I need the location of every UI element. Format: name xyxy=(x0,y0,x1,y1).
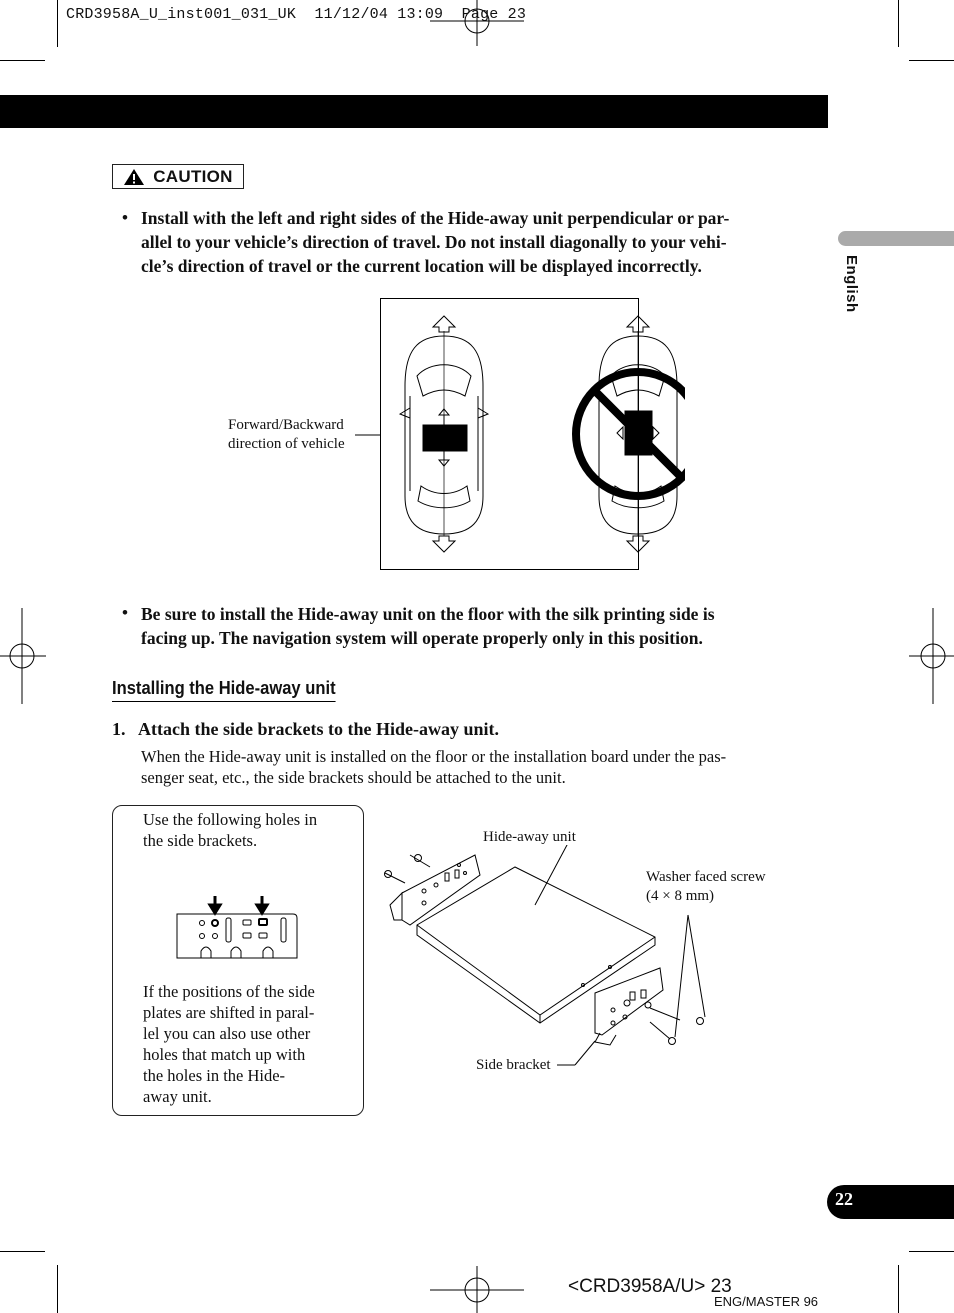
bracket-holes-diagram xyxy=(173,896,303,961)
screw-label-line: Washer faced screw xyxy=(646,869,766,885)
text-line: If the positions of the side xyxy=(143,982,315,1001)
text-line: allel to your vehicle’s direction of travel. Do not install diagonally to your vehi- xyxy=(141,232,727,252)
caution-bullet-1 xyxy=(141,206,821,278)
direction-label xyxy=(228,416,345,454)
text-line: Use the following holes in xyxy=(143,810,318,829)
note-top-text xyxy=(143,809,317,851)
bullet-dot: • xyxy=(122,603,128,622)
text-line: the side brackets. xyxy=(143,831,258,850)
caution-bullet-2 xyxy=(141,602,821,650)
language-label: English xyxy=(843,255,860,313)
hideaway-unit-label: Hide-away unit xyxy=(483,829,576,845)
direction-label-line: direction of vehicle xyxy=(228,436,345,452)
warning-icon xyxy=(123,168,145,186)
caution-label: CAUTION xyxy=(153,166,233,186)
text-line: facing up. The navigation system will operate properly only in this position. xyxy=(141,628,703,648)
text-line: senger seat, etc., the side brackets should be attached to the unit. xyxy=(141,768,566,787)
step-1-title: 1. Attach the side brackets to the Hide-away unit. xyxy=(112,719,499,739)
language-label-container xyxy=(838,255,878,335)
text-line: When the Hide-away unit is installed on the floor or the installation board under the pas- xyxy=(141,747,727,766)
section-heading: Installing the Hide-away unit xyxy=(112,678,336,702)
text-line: the holes in the Hide- xyxy=(143,1066,286,1085)
side-bracket-label: Side bracket xyxy=(476,1057,551,1073)
text-line: Be sure to install the Hide-away unit on the floor with the silk printing side is xyxy=(141,604,715,624)
footer-master: ENG/MASTER 96 xyxy=(714,1294,819,1309)
text-line: plates are shifted in paral- xyxy=(143,1003,315,1022)
caution-box xyxy=(112,164,244,189)
page-number: 22 xyxy=(835,1189,853,1209)
language-tab xyxy=(838,231,954,246)
text-line: lel you can also use other xyxy=(143,1024,311,1043)
hideaway-unit-assembly-figure xyxy=(380,845,720,1070)
text-line: holes that match up with xyxy=(143,1045,306,1064)
direction-label-line: Forward/Backward xyxy=(228,417,344,433)
print-header: CRD3958A_U_inst001_031_UK 11/12/04 13:09 Page 23 xyxy=(66,6,527,23)
text-line: Install with the left and right sides of the Hide-away unit perpendicular or par- xyxy=(141,208,730,228)
text-line: away unit. xyxy=(143,1087,212,1106)
screw-label-line: (4 × 8 mm) xyxy=(646,888,715,904)
bullet-dot: • xyxy=(122,208,128,227)
note-box xyxy=(112,805,364,1116)
note-bottom-text xyxy=(143,981,315,1107)
vehicle-orientation-figure xyxy=(355,296,685,576)
top-bar xyxy=(0,95,828,128)
footer-code: <CRD3958A/U> 23 xyxy=(568,1276,732,1297)
text-line: cle’s direction of travel or the current location will be displayed incorrectly. xyxy=(141,256,702,276)
step-1-body xyxy=(141,746,801,788)
